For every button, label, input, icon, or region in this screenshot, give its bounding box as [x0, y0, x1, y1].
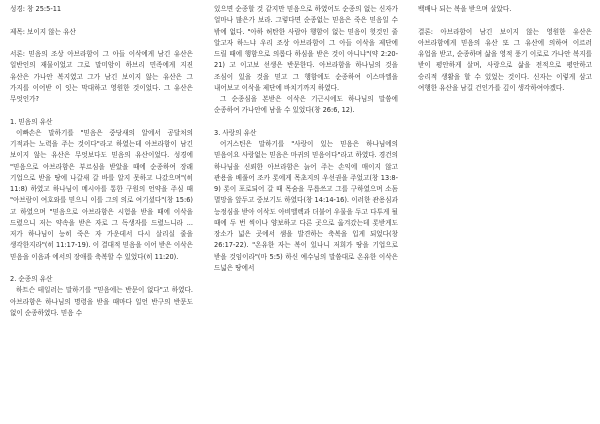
- section-2-heading: 2. 순종의 유산: [10, 275, 53, 283]
- section-2-continued: 있으면 순종할 것 같지만 믿음으로 하였어도 순종의 없는 신자가 얼마나 많은가 보라. 그렇다면 순종없는 믿음은 죽은 믿음일 수 밖에 없다. "아하 허탄한 사람아 행함이 없는 믿음이 헛것인 줄 알고자 하느냐 우리 조상 아브라함이 그 아들 이삭을 제단에 드릴 때에 행함으로 의롭다 하심을 받은 것이 아니냐"(약 2:20-21) 고 이고보 선생은 반문한다. 아브라함을 하나님의 것을 조심이 있을 것을 믿고 그 행함에도 순종하여 이스마엘을 내어보고 이삭을 제단에 바치기까지 하였다.: [214, 5, 398, 92]
- section-1-body: 이빠손은 말하기를 "믿음은 중당새의 알에서 공달처의 기적과는 노력을 주는 것이다"라고 하였는데 아브라함이 남긴 보이지 않는 유산은 무엇보다도 믿음의 유산이었다. 성경에 "믿음으로 아브라함은 부르심을 받았을 때에 순종하여 장래 기업으로 받을 땅에 나갈새 갈 바를 알지 못하고 나갔으며"(히 11:8) 하였고 하나님이 메시아를 통한 구원의 언약을 주심 때 "아브람이 여호와를 믿으니 이를 그의 의로 여기셨다"(창 15:6)고 하였으며 "믿음으로 아브라함은 시험을 받을 때에 이삭을 드렸으니 저는 약속을 받은 자로 그 독생자를 드렸느니라 ... 저가 하나님이 능히 죽은 자 가운데서 다시 살리실 줄을 생각한지라"(히 11:17-19). 이 결대적 믿음을 이어 받은 이삭은 믿음을 이음과 에서의 장애를 축복할 수 있었다(히 11:20).: [10, 128, 193, 261]
- scripture-reference: 성경: 창 25:5-11: [10, 5, 62, 13]
- spacer: [10, 105, 193, 116]
- spacer: [418, 15, 592, 26]
- section-2-body: 하트슨 테일러는 말하기를 "믿음에는 반문이 없다"고 하였다. 아브라함은 하나님의 명령을 받을 때마다 일언 반구의 반문도 없이 순종하였다. 믿음 수: [10, 286, 193, 317]
- section-1-heading: 1. 믿음의 유산: [10, 117, 53, 126]
- conclusion-paragraph: 결론: 아브라함이 남긴 보이지 않는 영원한 유산은 아브라함에게 믿음의 유산 또 그 유산에 의하여 이르러 유업을 받고, 순종하며 삶을 영적 풍기 이로로 가나안 복지를 받이 평안하게 살며, 사랑으로 삶을 전적으로 평안하고 승리적 생활을 할 수 있었는 것이다. 신자는 이렇게 삼고 여행한 유산을 남길 건인가를 깊이 생각하여야겠다.: [418, 27, 592, 92]
- section-3-heading: 3. 사랑의 유산: [214, 128, 257, 137]
- section-3-body: 어거스틴은 말하기를 "사랑이 있는 믿음은 하나님에의 믿음이요 사랑없는 믿음은 마귀의 믿음이다"라고 하였다. 경건의 하나님을 신뢰한 아브라함은 늙어 주는 손익에 매이지 않고 관용을 베풀어 조카 롯에게 목초지의 우선권을 주었고(창 13:8-9) 롯이 포로되어 갈 때 목숨을 무릅쓰고 그를 구하였으며 소돔 멸망을 앞두고 중보기도 하였다(창 14:14-16). 이러한 관용심과 능정심을 받아 이삭도 아비멜렉과 더불어 우물을 두고 다투게 될 때에 두 번 씩이나 양보하고 다른 곳으로 옮겨갔는데 롯받게도 장소가 넓은 곳에서 샘을 발견하는 축복을 입게 되었다(창 26:17-22). "온유한 자는 복이 있나니 저희가 땅을 기업으로 받을 것임이라"(마 5:5) 하신 예수님의 말씀대로 온유한 이삭은 드넓은 땅에서: [214, 140, 398, 272]
- spacer: [10, 38, 193, 49]
- column-left: [10, 4, 193, 319]
- column-middle: [214, 4, 398, 274]
- section-3-continued: 백배나 되는 복을 받으며 살았다.: [418, 5, 512, 13]
- spacer: [10, 15, 193, 26]
- column-right: [418, 4, 592, 94]
- introduction-paragraph: 서론: 믿음의 조상 아브라함이 그 아들 이삭에게 남긴 유산은 일반인의 재물이었고 그로 말미암이 하브리 민족에게 지진 유산은 가나안 복지였고 그가 남긴 보이지 않는 유산은 그 가지를 이어받 이 잇는 막대하고 영원한 것이었다. 그 유산은 무엇인가?: [10, 50, 193, 103]
- section-2-paragraph-2: 그 순종심을 본받은 이삭은 기근시에도 하나님의 말씀에 순종하여 가나안에 남을 수 있었다(창 26:6, 12).: [214, 95, 398, 115]
- spacer: [10, 263, 193, 274]
- sermon-title: 제목: 보이지 않는 유산: [10, 27, 76, 36]
- spacer: [214, 117, 398, 128]
